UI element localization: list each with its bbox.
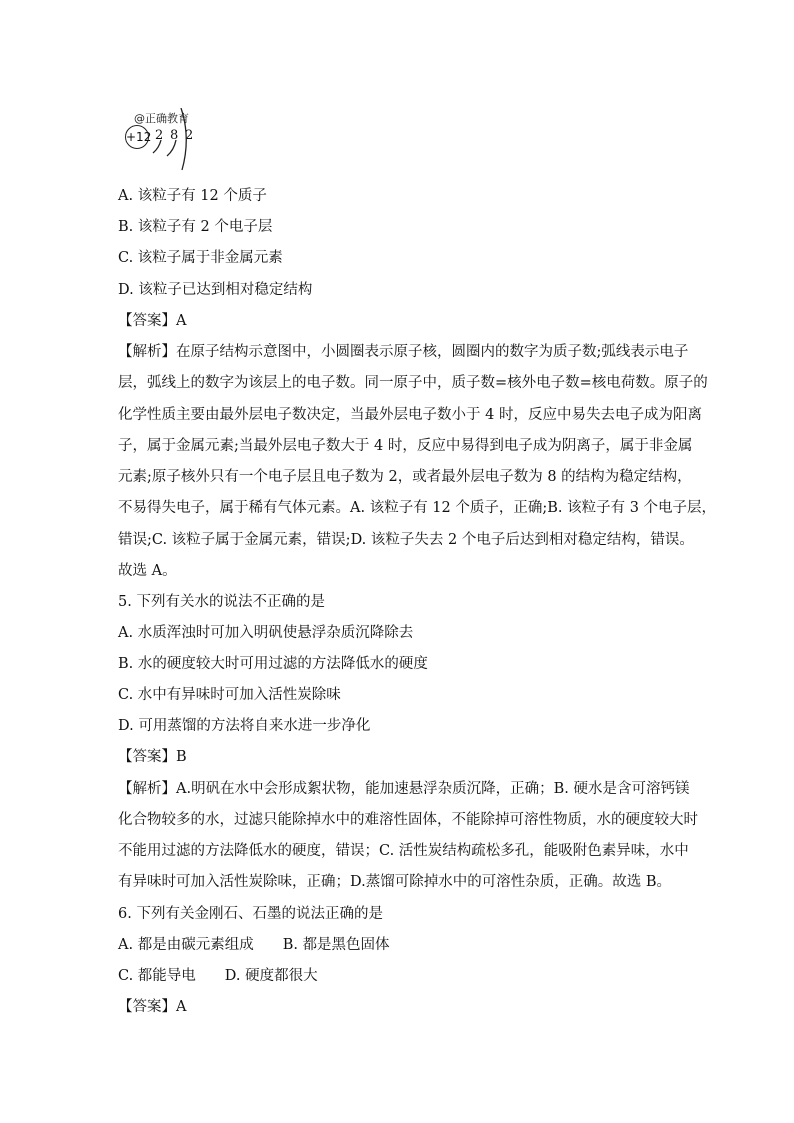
q4-option-a: A. 该粒子有 12 个质子 xyxy=(118,188,267,204)
q5-analysis-line: 不能用过滤的方法降低水的硬度，错误；C. 活性炭结构疏松多孔，能吸附色素异味，水中 xyxy=(118,843,689,859)
q4-analysis-line: 化学性质主要由最外层电子数决定，当最外层电子数小于 4 时，反应中易失去电子成为阳离 xyxy=(118,407,702,423)
q6-options-row-1: A. 都是由碳元素组成 B. 都是黑色固体 xyxy=(118,937,390,953)
q4-option-b: B. 该粒子有 2 个电子层 xyxy=(118,219,273,235)
shell-arc-3 xyxy=(181,108,186,170)
q4-answer: 【答案】A xyxy=(118,313,187,329)
shell-2-electrons: 8 xyxy=(170,128,179,143)
q5-question: 5. 下列有关水的说法不正确的是 xyxy=(118,594,325,610)
q5-option-d: D. 可用蒸馏的方法将自来水进一步净化 xyxy=(118,718,371,734)
q4-option-c: C. 该粒子属于非金属元素 xyxy=(118,250,283,266)
q6-options-row-2: C. 都能导电 D. 硬度都很大 xyxy=(118,968,318,984)
electron-shell-arcs xyxy=(125,108,205,172)
q4-analysis-line: 层，弧线上的数字为该层上的电子数。同一原子中，质子数=核外电子数=核电荷数。原子的 xyxy=(118,375,708,391)
q5-answer: 【答案】B xyxy=(118,749,187,765)
q5-option-b: B. 水的硬度较大时可用过滤的方法降低水的硬度 xyxy=(118,656,428,672)
q4-analysis-line: 【解析】在原子结构示意图中，小圆圈表示原子核，圆圈内的数字为质子数;弧线表示电子 xyxy=(118,344,689,360)
shell-1-electrons: 2 xyxy=(155,128,164,143)
q5-option-c: C. 水中有异味时可加入活性炭除味 xyxy=(118,687,341,703)
q5-analysis-line: 化合物较多的水，过滤只能除掉水中的难溶性固体，不能除掉可溶性物质，水的硬度较大时 xyxy=(118,812,698,828)
shell-arc-2 xyxy=(167,140,176,156)
q4-analysis-line: 元素;原子核外只有一个电子层且电子数为 2，或者最外层电子数为 8 的结构为稳定结构， xyxy=(118,469,692,485)
q6-answer: 【答案】A xyxy=(118,999,187,1015)
shell-3-electrons: 2 xyxy=(185,128,194,143)
nucleus-circle: +12 xyxy=(125,125,149,149)
q5-option-a: A. 水质浑浊时可加入明矾使悬浮杂质沉降除去 xyxy=(118,625,414,641)
q5-analysis-line: 有异味时可加入活性炭除味，正确；D.蒸馏可除掉水中的可溶性杂质，正确。故选 B。 xyxy=(118,874,671,890)
q5-analysis-line: 【解析】A.明矾在水中会形成絮状物，能加速悬浮杂质沉降，正确；B. 硬水是含可溶钙镁 xyxy=(118,781,690,797)
q6-question: 6. 下列有关金刚石、石墨的说法正确的是 xyxy=(118,906,383,922)
q4-option-d: D. 该粒子已达到相对稳定结构 xyxy=(118,282,313,298)
q4-analysis-line: 不易得失电子，属于稀有气体元素。A. 该粒子有 12 个质子，正确;B. 该粒子有 3 个电子层， xyxy=(118,500,717,516)
q4-analysis-line: 错误;C. 该粒子属于金属元素，错误;D. 该粒子失去 2 个电子后达到相对稳定结构，错误。 xyxy=(118,532,694,548)
watermark-text: @正确教育 xyxy=(134,112,189,125)
q4-analysis-line: 子，属于金属元素;当最外层电子数大于 4 时，反应中易得到电子成为阴离子，属于非金属 xyxy=(118,438,693,454)
q4-analysis-line: 故选 A。 xyxy=(118,563,177,579)
atomic-structure-diagram xyxy=(125,108,205,172)
shell-arc-1 xyxy=(153,140,161,153)
